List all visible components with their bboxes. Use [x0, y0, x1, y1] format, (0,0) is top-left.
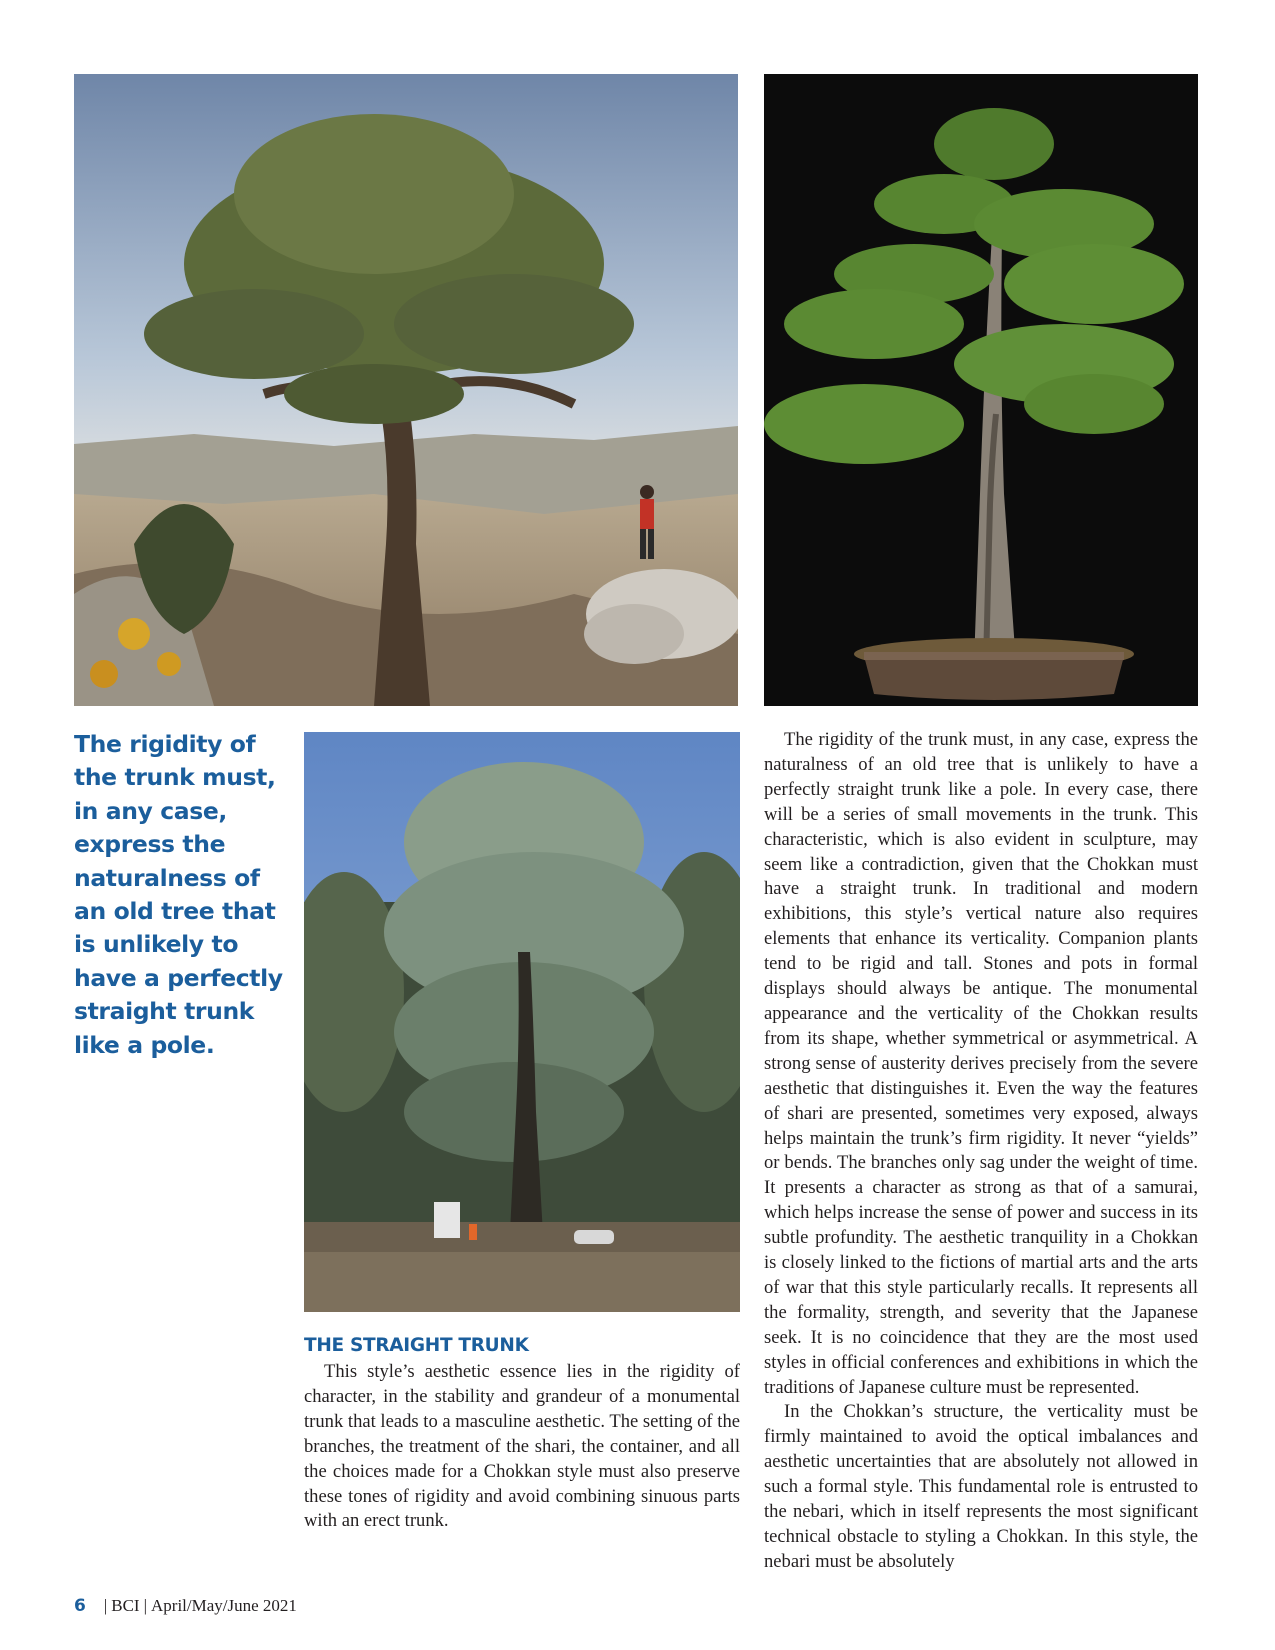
photo-cedar-tree	[304, 732, 740, 1312]
body-paragraph: This style’s aesthetic essence lies in the rigidity of character, in the stability and grandeur of a monumental trunk that leads to a masculine aesthetic. The setting of the branches, the treatment of the shari, the container, and all the choices made for a Chokkan style must also preserve these tones of rigidity and avoid combining sinuous parts with an erect trunk.	[304, 1361, 740, 1532]
body-paragraph: The rigidity of the trunk must, in any case, express the naturalness of an old tree that is unlikely to have a perfectly straight trunk like a pole. In every case, there will be a series of small movements in the trunk. This characteristic, which is also evident in sculpture, may seem like a contradiction, given that the Chokkan must have a straight trunk. In traditional and modern exhibitions, this style’s vertical nature also requires elements that enhance its verticality. Companion plants tend to be rigid and tall. Stones and pots in formal displays should always be antique. The monumental appearance and the verticality of the Chokkan results from its shape, whether symmetrical or asymmetrical. A strong sense of austerity derives precisely from the severe aesthetic that distinguishes it. Even the way the features of shari are presented, sometimes very exposed, always helps maintain the trunk’s firm rigidity. It never “yields” or bends. The branches only sag under the weight of time. It presents a character as strong as that of a samurai, which helps increase the sense of power and success in its subtle profundity. The aesthetic tranquility in a Chokkan is closely linked to the fictions of martial arts and the arts of war that this style particularly recalls. It represents all the formality, strength, and severity that the Japanese seek. It is no coincidence that they are the most used styles in official conferences and exhibitions in which the traditions of Japanese culture must be represented.	[764, 729, 1198, 1398]
section-heading: THE STRAIGHT TRUNK	[304, 1335, 529, 1356]
issue-date: April/May/June 2021	[151, 1596, 297, 1615]
photo-chokkan-bonsai	[764, 74, 1198, 706]
page-number: 6	[74, 1596, 86, 1616]
body-paragraph: In the Chokkan’s structure, the verticality must be firmly maintained to avoid the optical imbalances and aesthetic uncertainties that are absolutely not allowed in such a formal style. This fundamental role is entrusted to the nebari, which in itself represents the most significant technical obstacle to styling a Chokkan. In this style, the nebari must be absolutely	[764, 1401, 1198, 1572]
right-column	[764, 728, 1198, 1575]
pull-quote: The rigidity of the trunk must, in any case, express the naturalness of an old tree that is unlikely to have a perfectly straight trunk like a pole.	[74, 730, 283, 1059]
middle-column	[304, 1360, 740, 1534]
publication-name: BCI	[111, 1596, 140, 1615]
photo-mountain-tree	[74, 74, 738, 706]
footer-separator: |	[143, 1596, 147, 1615]
page-footer	[74, 1596, 297, 1620]
footer-separator: |	[103, 1596, 108, 1615]
